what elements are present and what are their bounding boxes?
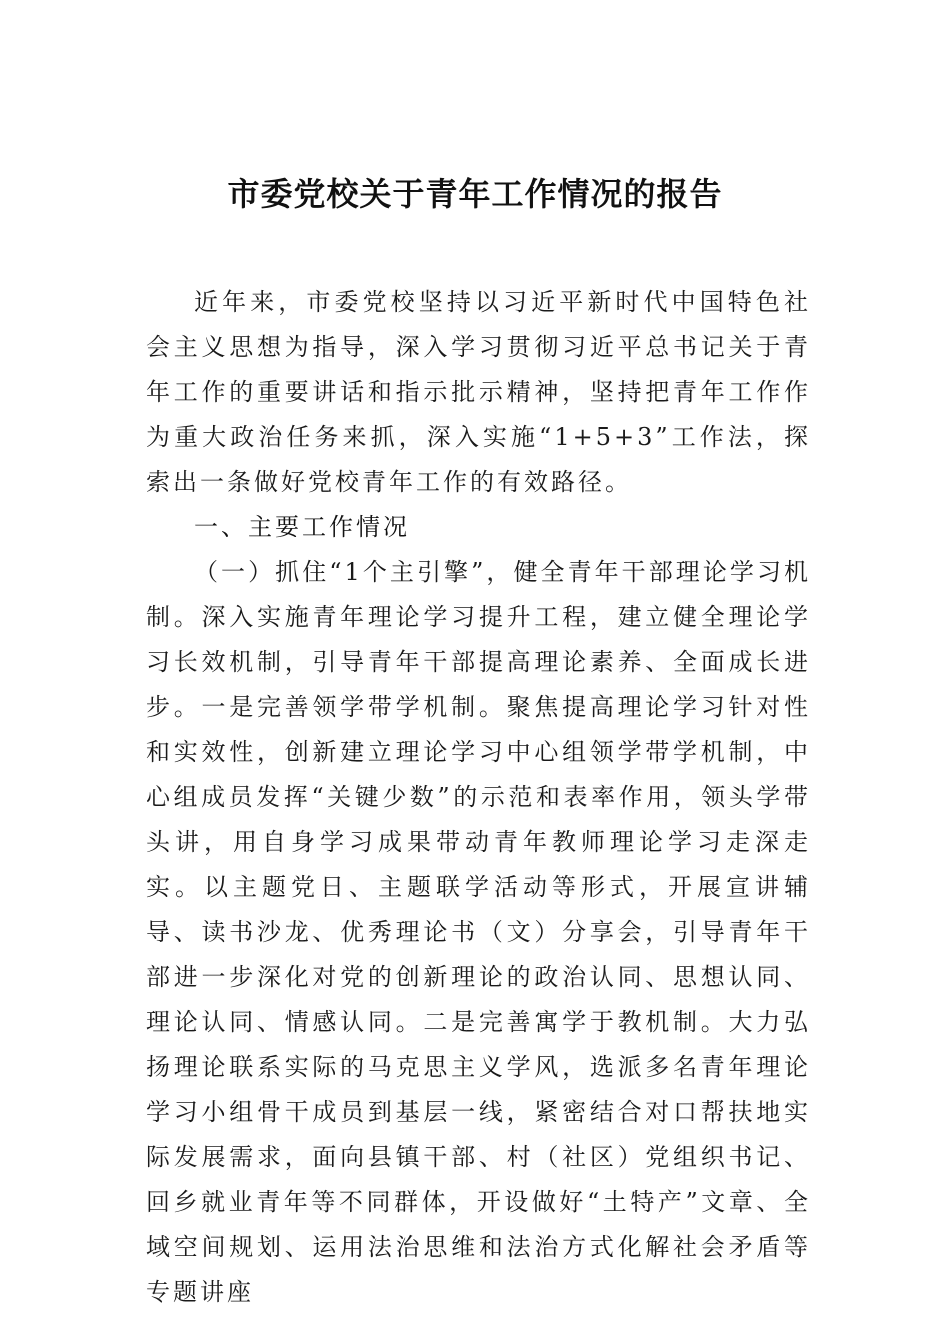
subsection-paragraph	[146, 550, 811, 1315]
document-body	[146, 280, 811, 1315]
subsection-lead: （一）抓住“1个主引擎”，健全青年干部理论学习机制。	[146, 558, 811, 631]
subsection-body: 深入实施青年理论学习提升工程，建立健全理论学习长效机制，引导青年干部提高理论素养、全面成长进步。一是完善领学带学机制。聚焦提高理论学习针对性和实效性，创新建立理论学习中心组领学带学机制，中心组成员发挥“关键少数”的示范和表率作用，领头学带头讲，用自身学习成果带动青年教师理论学习走深走实。以主题党日、主题联学活动等形式，开展宣讲辅导、读书沙龙、优秀理论书（文）分享会，引导青年干部进一步深化对党的创新理论的政治认同、思想认同、理论认同、情感认同。二是完善寓学于教机制。大力弘扬理论联系实际的马克思主义学风，选派多名青年理论学习小组骨干成员到基层一线，紧密结合对口帮扶地实际发展需求，面向县镇干部、村（社区）党组织书记、回乡就业青年等不同群体，开设做好“土特产”文章、全域空间规划、运用法治思维和法治方式化解社会矛盾等专题讲座	[146, 603, 812, 1306]
section-heading: 一、主要工作情况	[194, 513, 410, 541]
document-title: 市委党校关于青年工作情况的报告	[227, 175, 723, 213]
intro-paragraph: 近年来，市委党校坚持以习近平新时代中国特色社会主义思想为指导，深入学习贯彻习近平总书记关于青年工作的重要讲话和指示批示精神，坚持把青年工作作为重大政治任务来抓，深入实施“1+5+3”工作法，探索出一条做好党校青年工作的有效路径。	[146, 288, 811, 496]
